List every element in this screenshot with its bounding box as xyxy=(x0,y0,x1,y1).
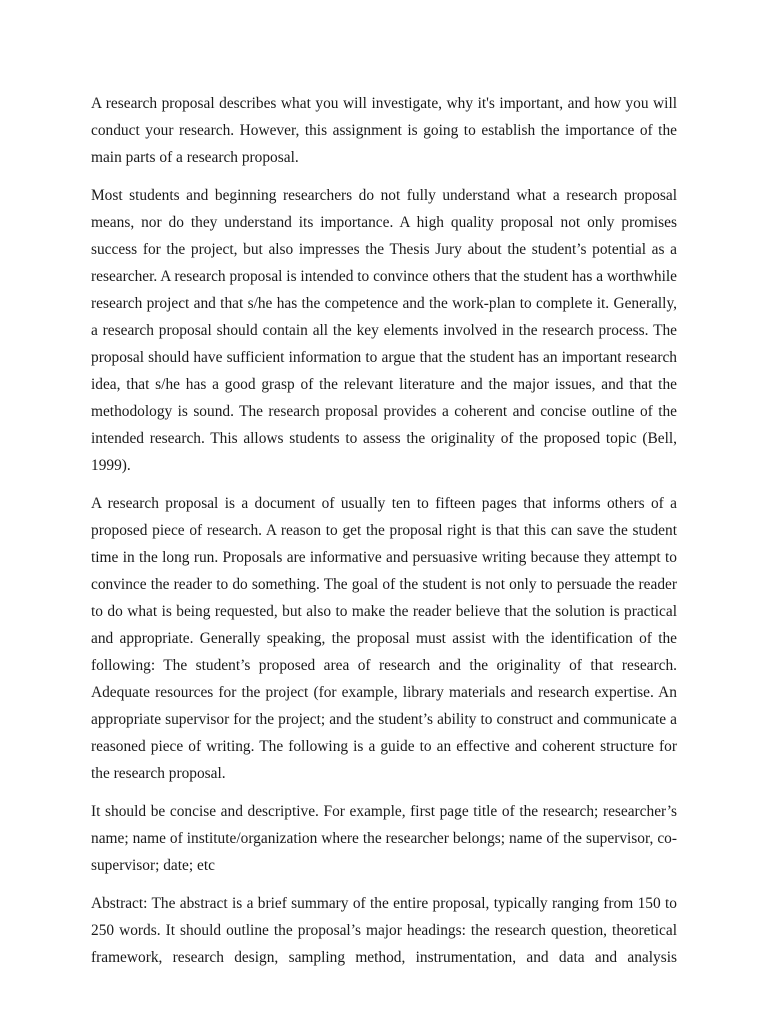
paragraph-importance: Most students and beginning researchers do not fully understand what a research proposal means, nor do they understand its importance. A high quality proposal not only promises success for the project, but also impresses the Thesis Jury about the student’s potential as a researcher. A research proposal is intended to convince others that the student has a worthwhile research project and that s/he has the competence and the work-plan to complete it. Generally, a research proposal should contain all the key elements involved in the research process. The proposal should have sufficient information to argue that the student has an important research idea, that s/he has a good grasp of the relevant literature and the major issues, and that the methodology is sound. The research proposal provides a coherent and concise outline of the intended research. This allows students to assess the originality of the proposed topic (Bell, 1999). xyxy=(91,187,677,474)
paragraph-abstract: Abstract: The abstract is a brief summary of the entire proposal, typically ranging from 150 to 250 words. It should outline the proposal’s major headings: the research question, theoretical framework, research design, sampling method, instrumentation, and data and analysis xyxy=(91,895,677,966)
document-body xyxy=(91,90,677,982)
paragraph-definition: A research proposal is a document of usually ten to fifteen pages that informs others of a proposed piece of research. A reason to get the proposal right is that this can save the student time in the long run. Proposals are informative and persuasive writing because they attempt to convince the reader to do something. The goal of the student is not only to persuade the reader to do what is being requested, but also to make the reader believe that the solution is practical and appropriate. Generally speaking, the proposal must assist with the identification of the following: The student’s proposed area of research and the originality of that research. Adequate resources for the project (for example, library materials and research expertise. An appropriate supervisor for the project; and the student’s ability to construct and communicate a reasoned piece of writing. The following is a guide to an effective and coherent structure for the research proposal. xyxy=(91,495,677,782)
paragraph-title-page: It should be concise and descriptive. For example, first page title of the research; researcher’s name; name of institute/organization where the researcher belongs; name of the supervisor, co-supervisor; date; etc xyxy=(91,803,677,874)
paragraph-intro: A research proposal describes what you will investigate, why it's important, and how you will conduct your research. However, this assignment is going to establish the importance of the main parts of a research proposal. xyxy=(91,95,677,166)
